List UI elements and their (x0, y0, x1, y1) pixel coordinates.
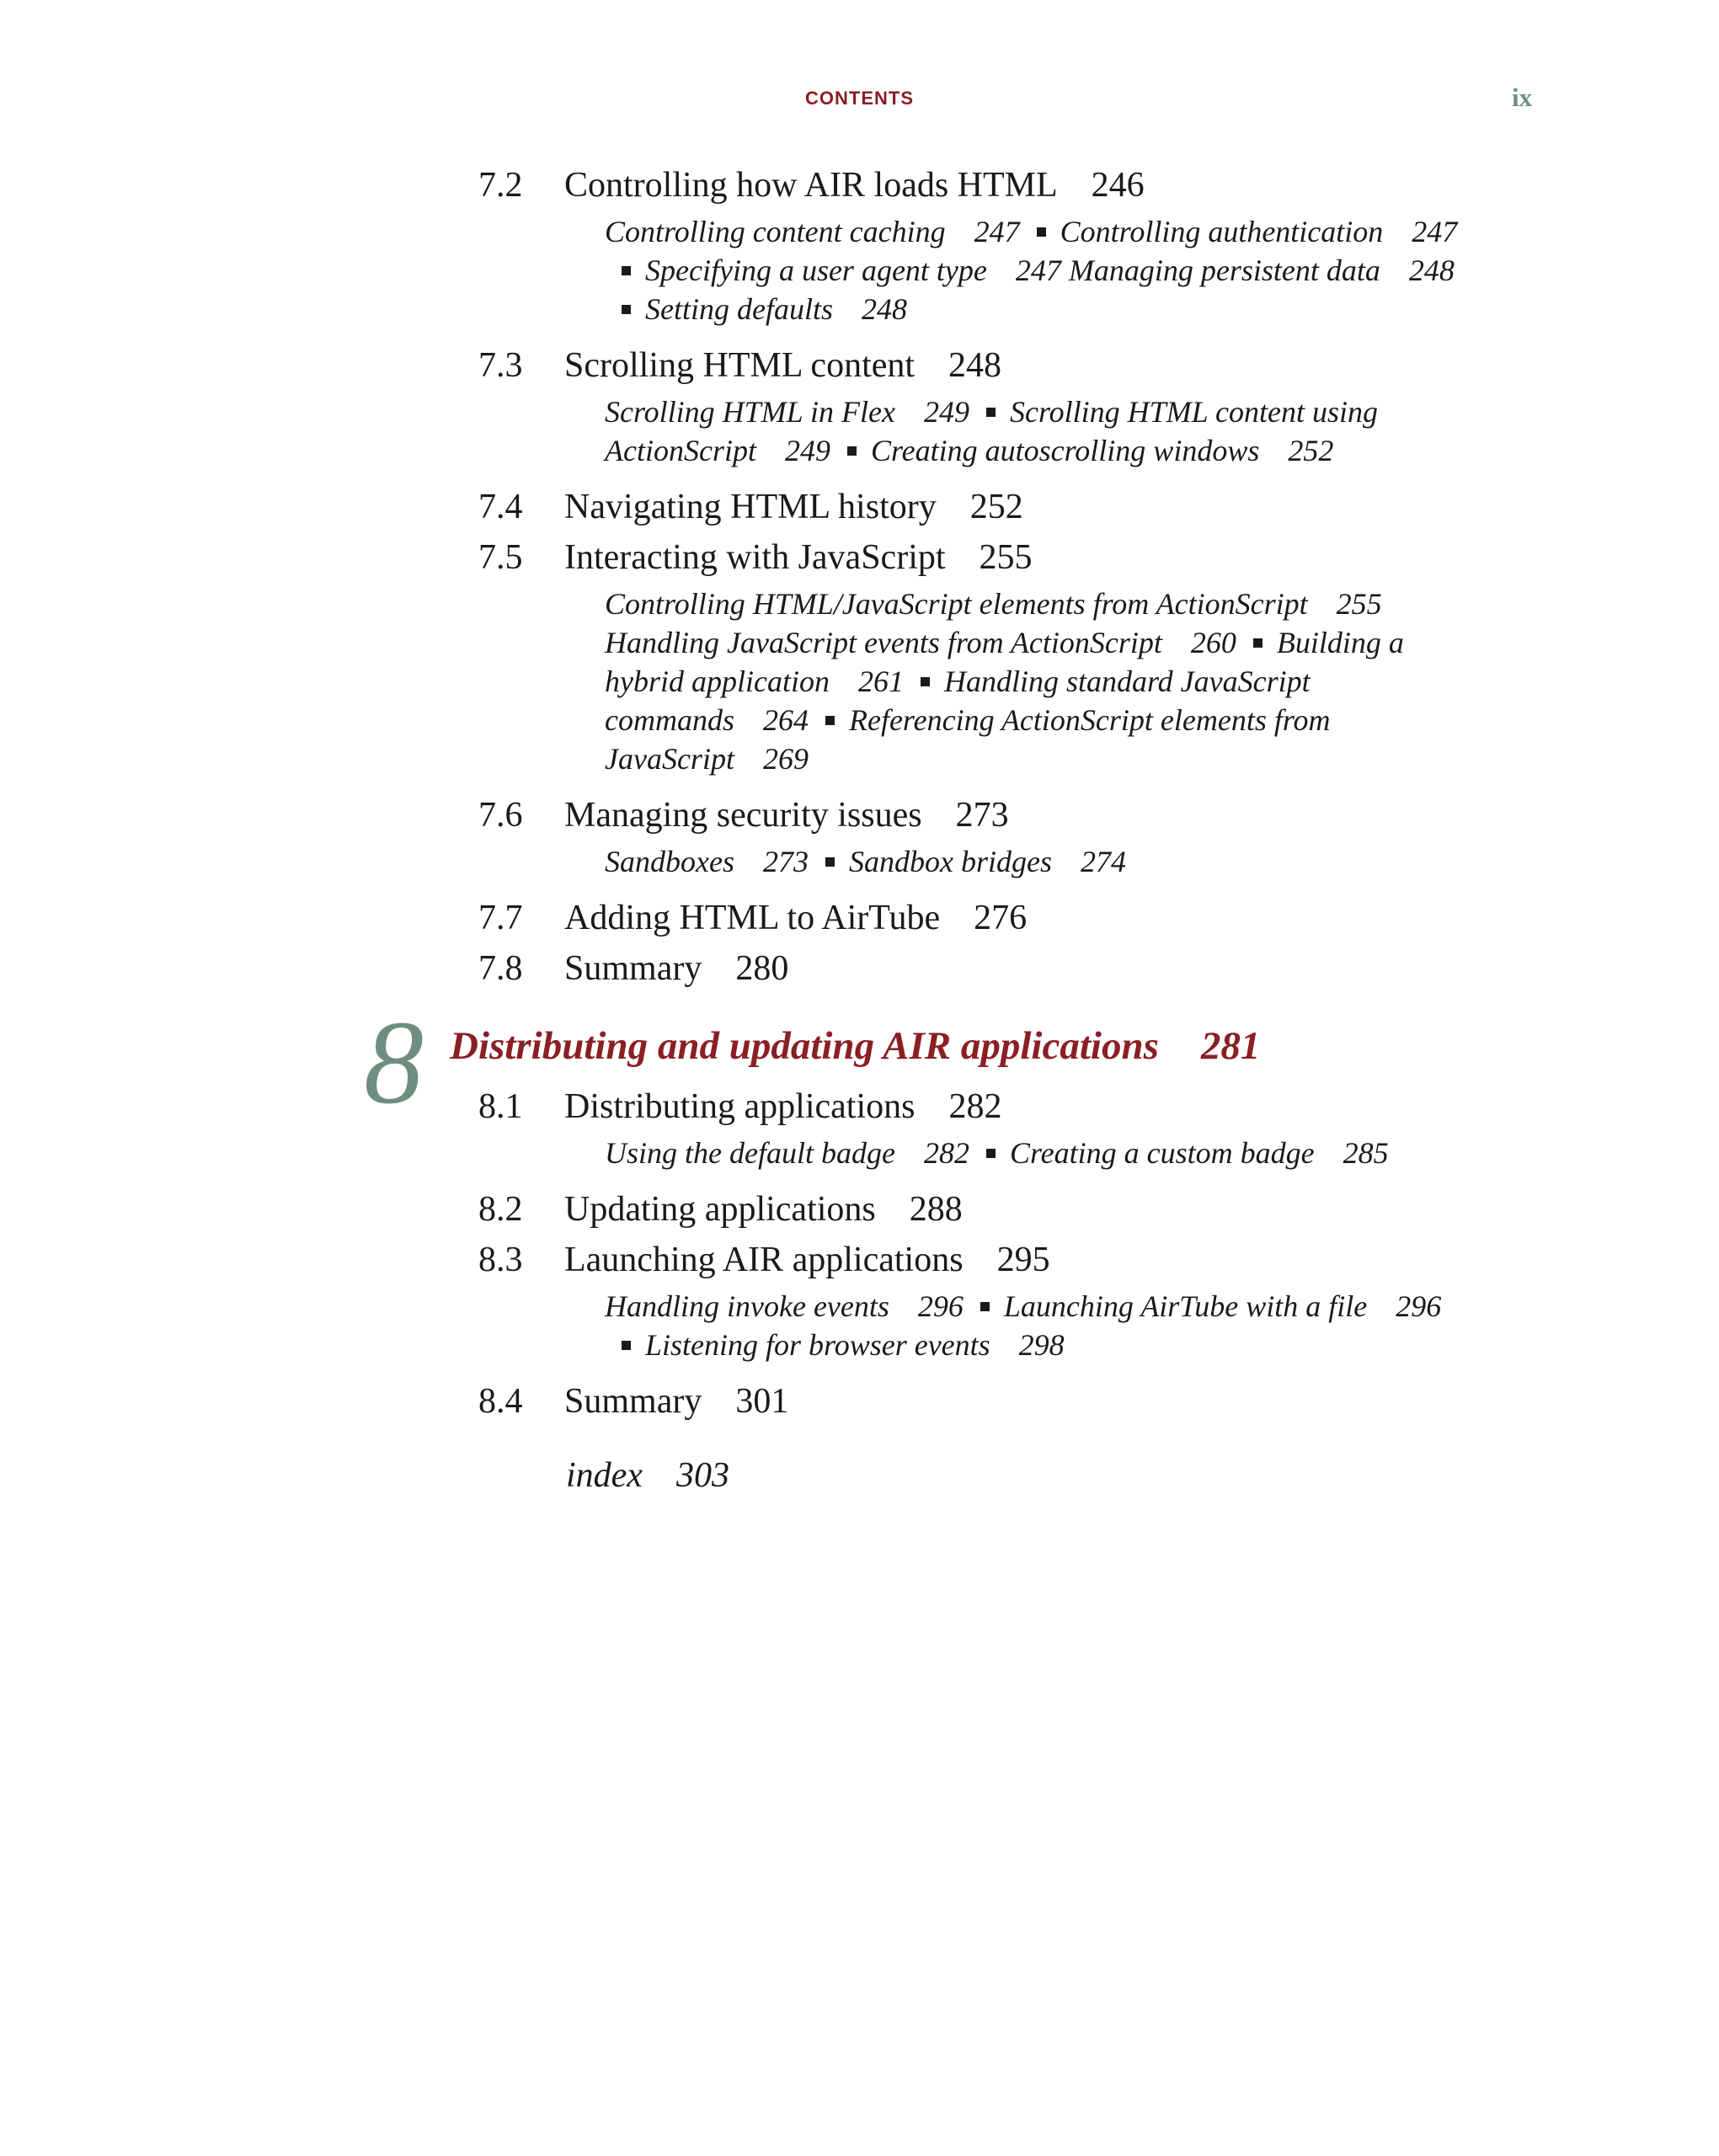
section-number: 8.4 (478, 1382, 523, 1421)
bullet-separator (622, 266, 631, 275)
toc-section-7-2[interactable] (0, 160, 1719, 211)
subsection-item[interactable]: Scrolling HTML content using ActionScript 249 (605, 395, 1379, 467)
chapter-page: 281 (1200, 1024, 1261, 1068)
section-number: 8.2 (478, 1190, 523, 1229)
section-title: Summary 301 (564, 1382, 789, 1421)
subsection-item[interactable]: Sandboxes 273 (605, 845, 809, 878)
section-number: 7.8 (478, 949, 523, 988)
subsection-list (605, 583, 1464, 790)
toc-section-7-8[interactable] (0, 943, 1719, 994)
toc-section-8-3[interactable] (0, 1235, 1719, 1285)
subsection-item[interactable]: Creating autoscrolling windows 252 (870, 434, 1334, 467)
toc-section-7-5[interactable] (0, 532, 1719, 583)
section-number: 7.7 (478, 899, 523, 937)
section-title: Controlling how AIR loads HTML 246 (564, 166, 1145, 205)
subsection-list (605, 211, 1464, 340)
chapter-title: Distributing and updating AIR applications 281 (450, 1024, 1261, 1068)
subsection-item[interactable]: Controlling content caching 247 (605, 215, 1020, 248)
subsection-item[interactable]: Managing persistent data 248 (1068, 253, 1455, 287)
section-page: 255 (979, 538, 1033, 577)
section-number: 8.1 (478, 1087, 523, 1126)
bullet-separator (1253, 638, 1263, 648)
subsection-item[interactable]: Handling JavaScript events from ActionScript 260 (605, 626, 1236, 659)
subsection-item[interactable]: Launching AirTube with a file 296 (1003, 1289, 1442, 1323)
section-page: 252 (969, 488, 1023, 526)
section-title: Interacting with JavaScript 255 (564, 538, 1033, 577)
bullet-separator (622, 1341, 631, 1350)
subsection-item[interactable]: Creating a custom badge 285 (1009, 1136, 1389, 1170)
subsection-item[interactable]: Controlling authentication 247 (1060, 215, 1458, 248)
subsection-item[interactable]: Using the default badge 282 (605, 1136, 969, 1170)
bullet-separator (986, 408, 996, 417)
bullet-separator (921, 677, 930, 686)
toc-section-7-4[interactable] (0, 482, 1719, 532)
subsection-item[interactable]: Building a hybrid application 261 (605, 626, 1404, 698)
index-label: index 303 (566, 1456, 729, 1495)
subsection-item[interactable]: Referencing ActionScript elements from JavaScript 269 (605, 703, 1331, 776)
toc-section-7-6[interactable] (0, 790, 1719, 841)
section-page: 276 (974, 899, 1028, 937)
bullet-separator (622, 305, 631, 314)
subsection-item[interactable]: Handling standard JavaScript commands 264 (605, 664, 1311, 737)
section-title: Adding HTML to AirTube 276 (564, 899, 1028, 937)
section-title: Distributing applications 282 (564, 1087, 1002, 1126)
section-title: Launching AIR applications 295 (564, 1241, 1050, 1279)
subsection-item[interactable]: Sandbox bridges 274 (848, 845, 1126, 878)
subsection-item[interactable]: Handling invoke events 296 (605, 1289, 964, 1323)
section-number: 7.3 (478, 346, 523, 385)
section-number: 7.5 (478, 538, 523, 577)
toc-section-8-4[interactable] (0, 1376, 1719, 1427)
toc-section-7-3[interactable] (0, 340, 1719, 391)
subsection-item[interactable]: Scrolling HTML in Flex 249 (605, 395, 969, 429)
subsection-list (605, 841, 1464, 893)
bullet-separator (986, 1149, 996, 1158)
bullet-separator (825, 857, 835, 867)
toc-section-7-7[interactable] (0, 893, 1719, 943)
section-title: Navigating HTML history 252 (564, 488, 1023, 526)
bullet-separator (847, 446, 857, 456)
running-head: CONTENTS (805, 88, 914, 109)
bullet-separator (825, 716, 835, 725)
section-number: 7.4 (478, 488, 523, 526)
section-number: 7.6 (478, 796, 523, 835)
section-page: 295 (996, 1241, 1050, 1279)
section-page: 288 (909, 1190, 963, 1229)
section-page: 301 (735, 1382, 789, 1421)
toc-index[interactable] (0, 1450, 1719, 1509)
page-number: ix (1512, 83, 1533, 112)
section-number: 8.3 (478, 1241, 523, 1279)
index-page: 303 (675, 1456, 729, 1495)
subsection-list (605, 1285, 1464, 1376)
chapter-number: 8 (364, 995, 424, 1129)
section-title: Summary 280 (564, 949, 789, 988)
section-page: 246 (1091, 166, 1145, 205)
subsection-item[interactable]: Setting defaults 248 (645, 292, 907, 326)
section-title: Updating applications 288 (564, 1190, 963, 1229)
section-number: 7.2 (478, 166, 523, 205)
table-of-contents (0, 160, 1719, 1509)
subsection-item[interactable]: Listening for browser events 298 (645, 1328, 1065, 1362)
subsection-item[interactable]: Specifying a user agent type 247 (645, 253, 1061, 287)
section-title: Managing security issues 273 (564, 796, 1009, 835)
bullet-separator (980, 1302, 990, 1311)
toc-section-8-1[interactable] (0, 1081, 1719, 1132)
toc-section-8-2[interactable] (0, 1184, 1719, 1235)
section-title: Scrolling HTML content 248 (564, 346, 1002, 385)
section-page: 282 (948, 1087, 1002, 1126)
section-page: 280 (735, 949, 789, 988)
bullet-separator (1037, 227, 1046, 237)
subsection-list (605, 1132, 1464, 1184)
subsection-list (605, 391, 1464, 482)
section-page: 273 (955, 796, 1009, 835)
subsection-item[interactable]: Controlling HTML/JavaScript elements from ActionScript 255 (605, 587, 1382, 621)
section-page: 248 (948, 346, 1002, 385)
